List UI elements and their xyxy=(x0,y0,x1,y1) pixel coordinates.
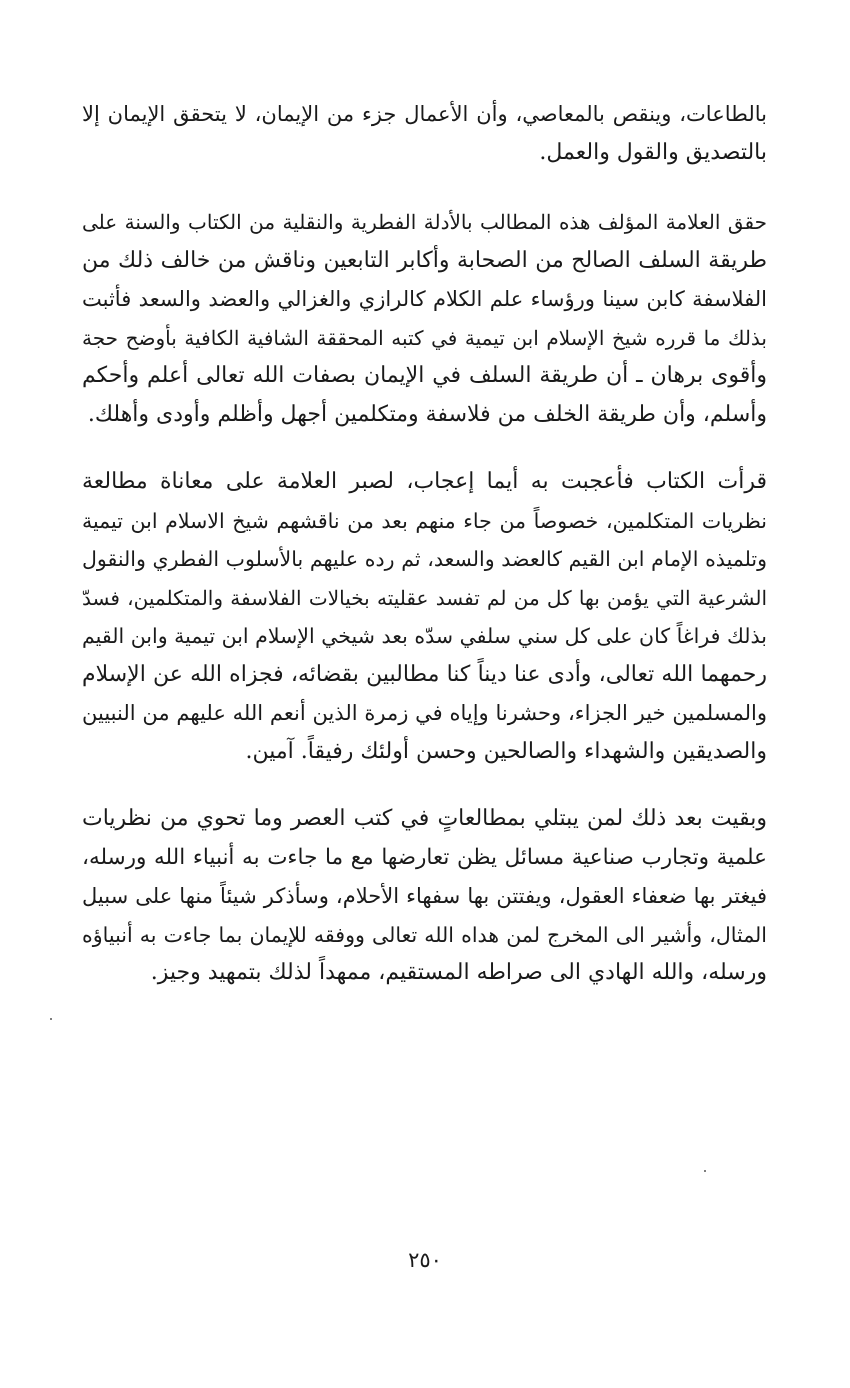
text-line: فيغتر بها ضعفاء العقول، ويفتتن بها سفهاء الأحلام، وسأذكر شيئاً منها على سبيل xyxy=(82,884,767,908)
text-line: وأقوى برهان ـ أن طريقة السلف في الإيمان بصفات الله تعالى أعلم وأحكم xyxy=(82,363,767,388)
text-line: طريقة السلف الصالح من الصحابة وأكابر التابعين وناقش من خالف ذلك من xyxy=(82,247,767,273)
text-line: قرأت الكتاب فأعجبت به أيما إعجاب، لصبر العلامة على معاناة مطالعة xyxy=(82,469,767,494)
paragraph-2 xyxy=(82,203,767,434)
text-line: بذلك ما قرره شيخ الإسلام ابن تيمية في كتبه المحققة الشافية الكافية بأوضح حجة xyxy=(82,325,767,350)
text-line: وتلميذه الإمام ابن القيم كالعضد والسعد، ثم رده عليهم بالأسلوب الفطري والنقول xyxy=(82,547,767,571)
text-line: بالتصديق والقول والعمل. xyxy=(539,139,767,165)
paragraph-3 xyxy=(82,463,767,771)
text-line: وأسلم، وأن طريقة الخلف من فلاسفة ومتكلمين أجهل وأظلم وأودى وأهلك. xyxy=(87,401,767,427)
text-line: بالطاعات، وينقص بالمعاصي، وأن الأعمال جزء من الإيمان، لا يتحقق الإيمان إلا xyxy=(82,102,767,126)
text-line: رحمهما الله تعالى، وأدى عنا ديناً كنا مطالبين بقضائه، فجزاه الله عن الإسلام xyxy=(82,661,767,687)
scan-speck xyxy=(50,1018,52,1020)
page-number: ٢٥٠ xyxy=(408,1248,442,1272)
paragraph-4 xyxy=(82,800,767,993)
text-line: حقق العلامة المؤلف هذه المطالب بالأدلة الفطرية والنقلية من الكتاب والسنة على xyxy=(82,210,767,234)
text-line: المثال، وأشير الى المخرج لمن هداه الله تعالى ووفقه للإيمان بما جاءت به أنبياؤه xyxy=(82,922,767,947)
text-line: وبقيت بعد ذلك لمن يبتلي بمطالعاتٍ في كتب العصر وما تحوي من نظريات xyxy=(82,806,767,831)
paragraph-1 xyxy=(82,95,767,172)
text-line: بذلك فراغاً كان على كل سني سلفي سدّه بعد شيخي الإسلام ابن تيمية وابن القيم xyxy=(82,624,767,648)
text-line: والمسلمين خير الجزاء، وحشرنا وإياه في زمرة الذين أنعم الله عليهم من النبيين xyxy=(82,701,767,725)
text-line: الفلاسفة كابن سينا ورؤساء علم الكلام كالرازي والغزالي والعضد والسعد فأثبت xyxy=(82,287,767,311)
scan-speck xyxy=(704,1170,706,1172)
text-line: والصديقين والشهداء والصالحين وحسن أولئك رفيقاً. آمين. xyxy=(245,738,767,764)
text-line: علمية وتجارب صناعية مسائل يظن تعارضها مع ما جاءت به أنبياء الله ورسله، xyxy=(82,844,767,870)
text-line: ورسله، والله الهادي الى صراطه المستقيم، ممهداً لذلك بتمهيد وجيز. xyxy=(150,960,767,985)
text-line: نظريات المتكلمين، خصوصاً من جاء منهم بعد من ناقشهم شيخ الاسلام ابن تيمية xyxy=(82,508,767,533)
text-line: الشرعية التي يؤمن بها كل من لم تفسد عقليته بخيالات الفلاسفة والمتكلمين، فسدّ xyxy=(82,585,767,610)
page-body xyxy=(82,95,767,993)
